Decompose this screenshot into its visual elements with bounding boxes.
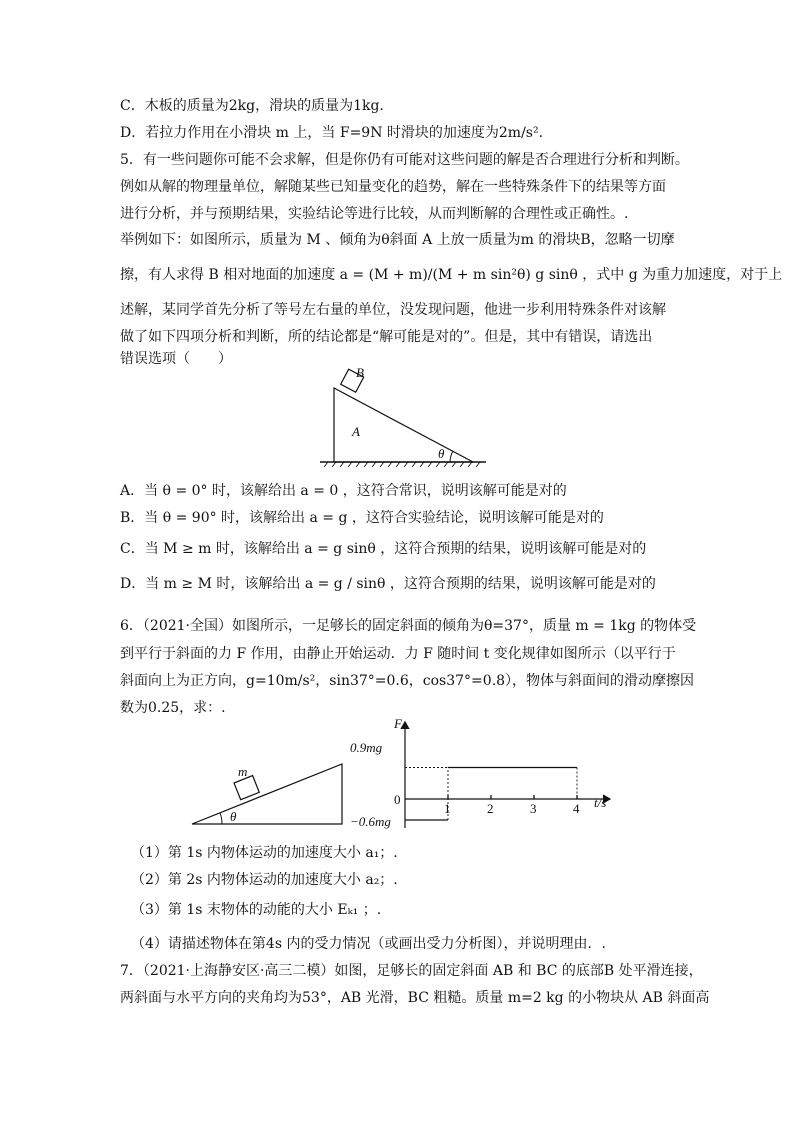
option-b: B．当 θ = 90° 时，该解给出 a = g ，这符合实验结论，说明该解可能是对的: [120, 510, 604, 526]
force-time-chart: [350, 716, 620, 834]
incline: [192, 764, 342, 824]
q7-line-2: 两斜面与水平方向的夹角均为53°，AB 光滑，BC 粗糙。质量 m=2 kg 的小物块从 AB 斜面高: [120, 990, 710, 1006]
angle-arc: [450, 451, 453, 462]
q5-line-3: 进行分析，并与预期结果，实验结论等进行比较，从而判断解的合理性或正确性。.: [120, 206, 629, 222]
option-a: A．当 θ = 0° 时，该解给出 a = 0 ，这符合常识，说明该解可能是对的: [120, 483, 567, 499]
q6-line-2: 到平行于斜面的力 F 作用，由静止开始运动．力 F 随时间 t 变化规律如图所示（以平行于: [120, 646, 676, 662]
sub-question-3: （3）第 1s 末物体的动能的大小 Eₖ₁ ；.: [131, 902, 382, 918]
q5-line-1: 5．有一些问题你可能不会求解，但是你仍有可能对这些问题的解是否合理进行分析和判断。: [120, 152, 689, 168]
option-c: C．当 M ≥ m 时，该解给出 a = g sinθ ，这符合预期的结果，说明该解可能是对的: [120, 541, 647, 557]
q6-line-1: 6．（2021·全国）如图所示，一足够长的固定斜面的倾角为θ=37°，质量 m = 1kg 的物体受: [120, 618, 697, 634]
y-axis-label: F: [394, 716, 402, 731]
incline-figure-1: [318, 366, 488, 468]
x-axis-label: t/s: [594, 795, 607, 810]
q5-line-7: 做了如下四项分析和判断，所的结论都是“解可能是对的”。但是，其中有错误，请选出: [120, 329, 653, 345]
label-a: A: [352, 424, 360, 439]
angle-arc: [220, 813, 222, 824]
x-tick-label-2: 2: [487, 801, 494, 816]
x-tick-label-3: 3: [530, 801, 537, 816]
sub-question-2: （2）第 2s 内物体运动的加速度大小 a₂；.: [131, 872, 398, 888]
q5-line-5: 擦，有人求得 B 相对地面的加速度 a = (M + m)/(M + m sin²θ) g sinθ ，式中 g 为重力加速度，对于上: [120, 267, 783, 283]
sub-question-1: （1）第 1s 内物体运动的加速度大小 a₁；.: [131, 845, 398, 861]
x-tick-label-4: 4: [573, 801, 580, 816]
label-m: m: [238, 764, 248, 779]
option-d: D．当 m ≥ M 时，该解给出 a = g / sinθ ，这符合预期的结果，说明该解可能是对的: [120, 576, 656, 592]
y-tick-high: 0.9mg: [350, 740, 383, 755]
label-b: B: [356, 366, 364, 380]
q5-line-2: 例如从解的物理量单位，解随某些已知量变化的趋势，解在一些特殊条件下的结果等方面: [120, 179, 666, 195]
line-c: C．木板的质量为2kg，滑块的质量为1kg.: [120, 98, 384, 114]
q5-line-8: 错误选项（ ）: [120, 351, 232, 367]
incline-figure-2: [188, 760, 353, 830]
q5-line-4: 举例如下：如图所示，质量为 M 、倾角为θ斜面 A 上放一质量为m 的滑块B，忽略一切摩: [120, 232, 675, 248]
q6-line-3: 斜面向上为正方向，g=10m/s²，sin37°=0.6，cos37°=0.8），物体与斜面间的滑动摩擦因: [120, 673, 695, 689]
q5-line-6: 述解，某同学首先分析了等号左右量的单位，没发现问题，他进一步利用特殊条件对该解: [120, 302, 666, 318]
y-tick-low: −0.6mg: [350, 814, 391, 829]
label-theta: θ: [230, 809, 237, 824]
line-d: D．若拉力作用在小滑块 m 上，当 F=9N 时滑块的加速度为2m/s².: [120, 125, 544, 141]
y-tick-zero: 0: [394, 792, 401, 807]
x-tick-label-1: 1: [444, 801, 451, 816]
sub-question-4: （4）请描述物体在第4s 内的受力情况（或画出受力分析图），并说明理由．.: [131, 936, 606, 952]
q7-line-1: 7．（2021·上海静安区·高三二模）如图，足够长的固定斜面 AB 和 BC 的底部B 处平滑连接，: [120, 963, 703, 979]
label-theta: θ: [438, 446, 445, 461]
q6-line-4: 数为0.25，求：.: [120, 700, 226, 716]
block-m: [234, 776, 259, 800]
